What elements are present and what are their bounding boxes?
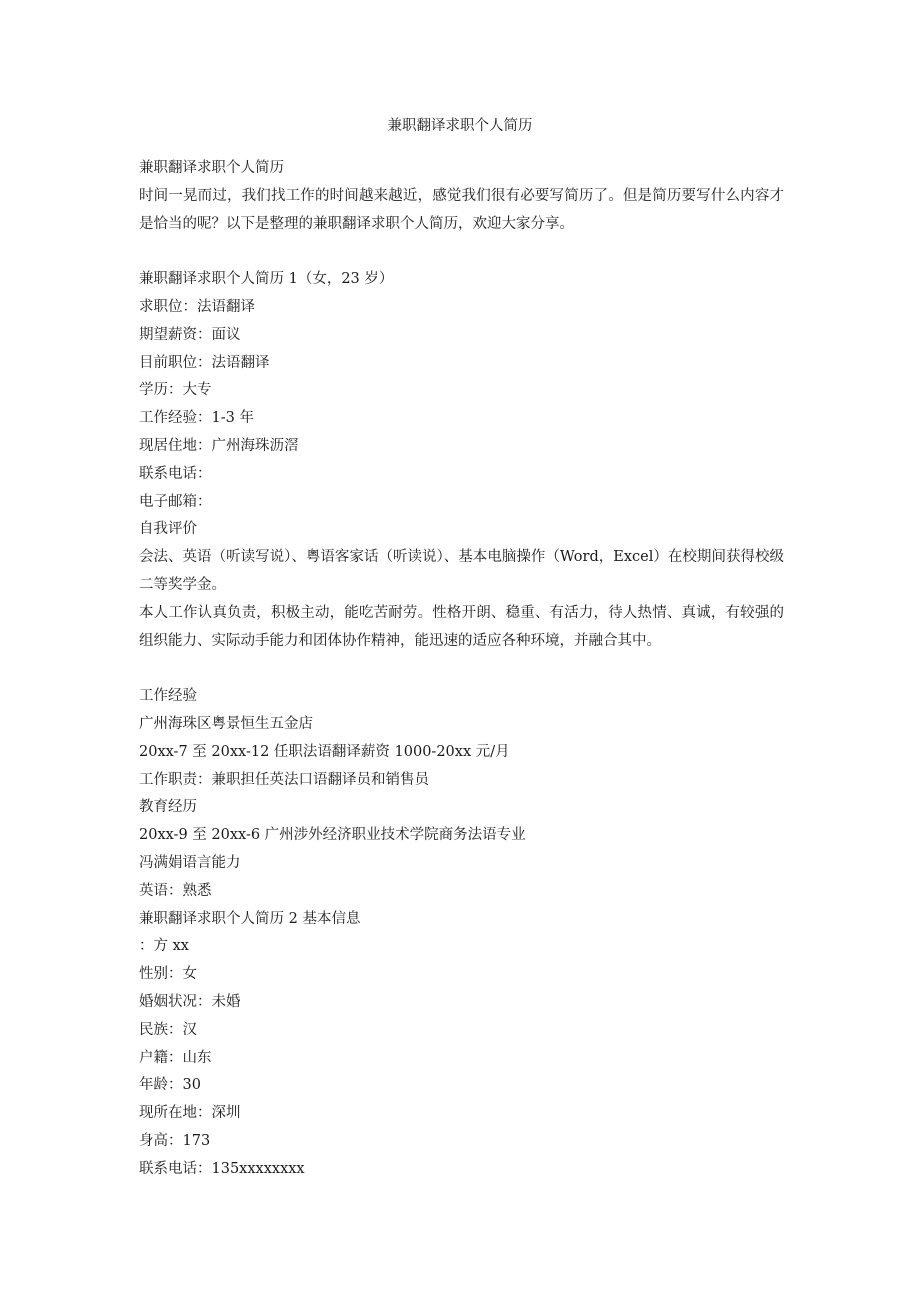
- self-evaluation-heading: 自我评价: [139, 521, 197, 538]
- job-duties: 工作职责：兼职担任英法口语翻译员和销售员: [139, 771, 429, 788]
- marital-status: 婚姻状况：未婚: [139, 993, 241, 1010]
- resume-heading: 兼职翻译求职个人简历: [139, 160, 284, 176]
- language-ability-heading: 冯满娟语言能力: [139, 854, 241, 871]
- document-body: [139, 155, 784, 1183]
- blank-line: [139, 238, 784, 266]
- blank-line: [139, 655, 784, 683]
- current-position: 目前职位：法语翻译: [139, 354, 270, 371]
- work-experience-years: 工作经验：1-3 年: [139, 410, 254, 427]
- desired-position: 求职位：法语翻译: [139, 298, 255, 315]
- age: 年龄：30: [139, 1077, 201, 1094]
- contact-phone-2: 联系电话：135xxxxxxxx: [139, 1160, 305, 1177]
- expected-salary: 期望薪资：面议: [139, 326, 241, 343]
- resume-2-heading: 兼职翻译求职个人简历 2 基本信息: [139, 910, 361, 927]
- height: 身高：173: [139, 1132, 211, 1149]
- education-level: 学历：大专: [139, 382, 212, 399]
- email: 电子邮箱：: [139, 493, 212, 510]
- employment-period: 20xx-7 至 20xx-12 任职法语翻译薪资 1000-20xx 元/月: [139, 743, 510, 760]
- ethnicity: 民族：汉: [139, 1021, 197, 1038]
- current-location: 现所在地：深圳: [139, 1105, 241, 1122]
- education-entry: 20xx-9 至 20xx-6 广州涉外经济职业技术学院商务法语专业: [139, 827, 526, 844]
- household-registration: 户籍：山东: [139, 1049, 212, 1066]
- gender: 性别：女: [139, 966, 197, 983]
- page-title: 兼职翻译求职个人简历: [387, 118, 533, 134]
- education-heading: 教育经历: [139, 799, 197, 816]
- intro-paragraph: 时间一晃而过，我们找工作的时间越来越近，感觉我们很有必要写简历了。但是简历要写什么内容才是恰当的呢？以下是整理的兼职翻译求职个人简历，欢迎大家分享。: [139, 187, 784, 232]
- contact-phone: 联系电话：: [139, 465, 212, 482]
- employer: 广州海珠区粤景恒生五金店: [139, 715, 313, 732]
- english-level: 英语：熟悉: [139, 882, 212, 899]
- resume-1-heading: 兼职翻译求职个人简历 1（女，23 岁）: [139, 271, 394, 288]
- name-line: ：方 xx: [139, 938, 189, 955]
- work-experience-heading: 工作经验: [139, 688, 197, 705]
- current-residence: 现居住地：广州海珠沥滘: [139, 437, 299, 454]
- skills-paragraph: 会法、英语（听读写说）、粤语客家话（听读说）、基本电脑操作（Word，Excel）在校期间获得校级二等奖学金。: [139, 549, 784, 593]
- personality-paragraph: 本人工作认真负责，积极主动，能吃苦耐劳。性格开朗、稳重、有活力，待人热情、真诚，有较强的组织能力、实际动手能力和团体协作精神，能迅速的适应各种环境，并融合其中。: [139, 604, 784, 649]
